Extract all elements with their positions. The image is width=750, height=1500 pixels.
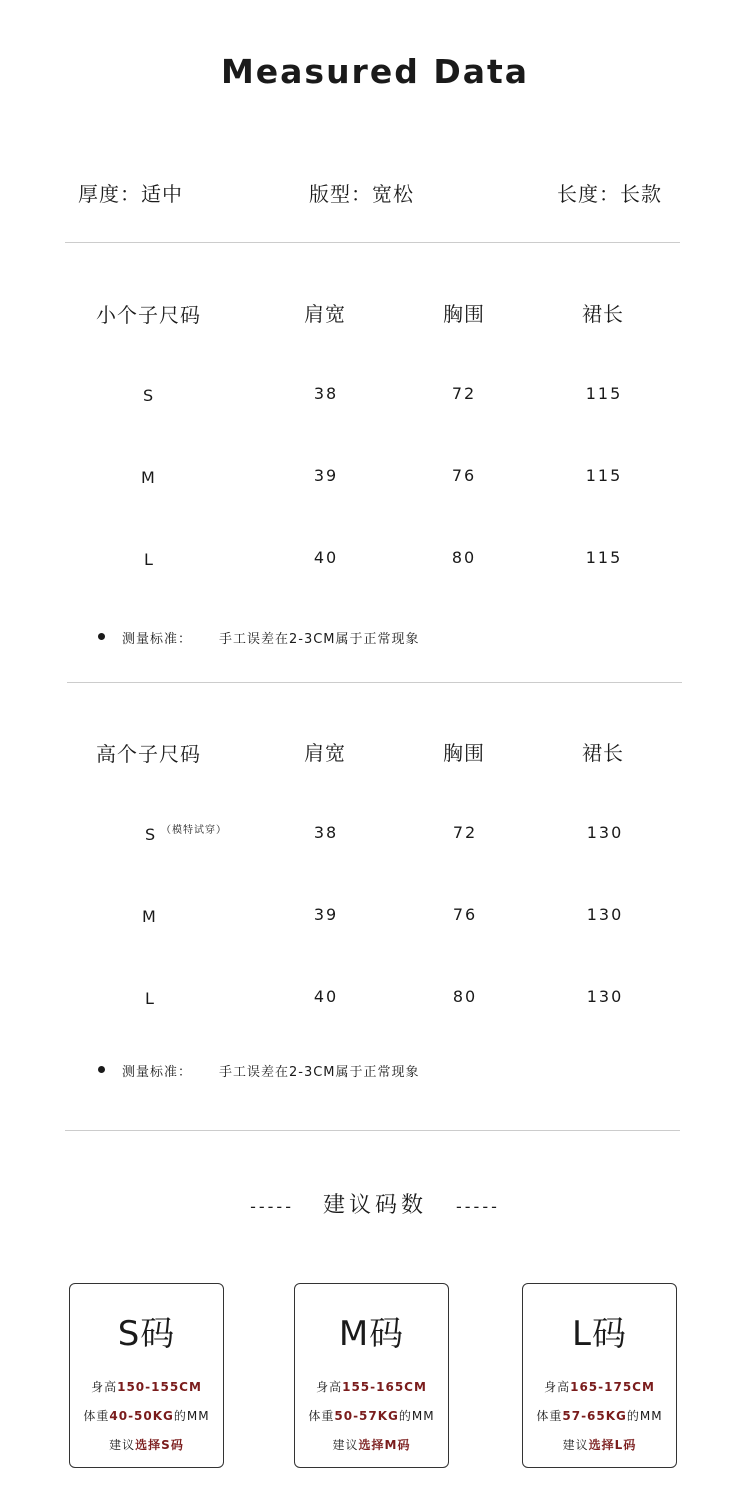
card-weight-value: 50-57KG — [334, 1409, 399, 1423]
card-choice-prefix: 建议 — [109, 1438, 136, 1452]
card-weight-suffix: 的MM — [398, 1409, 435, 1423]
attr-value: 长款 — [620, 182, 662, 206]
table1-row2-shoulder: 39 — [313, 466, 339, 485]
card-height-prefix: 身高 — [544, 1380, 571, 1394]
attr-sep: ： — [351, 182, 372, 206]
table1-row2-chest: 76 — [451, 466, 477, 485]
table2-row1-chest: 72 — [452, 823, 478, 842]
card-size-label: S码 — [117, 1314, 176, 1354]
table1-row1-chest: 72 — [451, 384, 477, 403]
card-weight-suffix: 的MM — [626, 1409, 663, 1423]
card-choice-prefix: 建议 — [562, 1438, 589, 1452]
table2-row1-shoulder: 38 — [313, 823, 339, 842]
card-choice — [295, 1436, 448, 1453]
table2-note-text: 手工误差在2-3CM属于正常现象 — [219, 1065, 420, 1080]
divider — [65, 242, 680, 243]
card-choice-value: 选择S码 — [135, 1438, 184, 1452]
table1-header-size: 小个子尺码 — [96, 303, 201, 327]
card-weight — [70, 1407, 223, 1424]
table1-header-length: 裙长 — [582, 302, 624, 326]
card-choice — [70, 1436, 223, 1453]
attr-label: 版型 — [309, 182, 351, 206]
size-card-l — [522, 1283, 677, 1468]
card-height — [70, 1378, 223, 1395]
table1-row3-length: 115 — [585, 548, 623, 567]
table2-row3-size: L — [145, 989, 154, 1008]
dash-right: ----- — [456, 1197, 500, 1216]
card-height-value: 165-175CM — [570, 1380, 655, 1394]
card-height — [295, 1378, 448, 1395]
table2-row1-size: S — [145, 825, 156, 844]
divider — [67, 682, 682, 683]
card-choice-value: 选择L码 — [588, 1438, 637, 1452]
size-card-s — [69, 1283, 224, 1468]
card-weight — [295, 1407, 448, 1424]
card-weight-prefix: 体重 — [308, 1409, 335, 1423]
card-height-value: 150-155CM — [117, 1380, 202, 1394]
attr-label: 长度 — [557, 182, 599, 206]
card-weight-value: 40-50KG — [109, 1409, 174, 1423]
table2-row2-size: M — [142, 907, 156, 926]
table1-row1-size: S — [143, 386, 154, 405]
bullet-icon — [98, 633, 105, 640]
attr-fit — [309, 178, 414, 207]
attr-value: 适中 — [141, 182, 183, 206]
card-height-prefix: 身高 — [91, 1380, 118, 1394]
table2-row1-length: 130 — [586, 823, 624, 842]
table2-note-label: 测量标准： — [122, 1065, 193, 1080]
table1-row2-size: M — [141, 468, 155, 487]
bullet-icon — [98, 1066, 105, 1073]
attr-thickness — [78, 178, 183, 207]
table1-row1-length: 115 — [585, 384, 623, 403]
model-tag: （模特试穿） — [161, 825, 227, 836]
card-weight — [523, 1407, 676, 1424]
table1-row3-chest: 80 — [451, 548, 477, 567]
card-choice-prefix: 建议 — [332, 1438, 359, 1452]
recommend-title: 建议码数 — [322, 1193, 427, 1218]
table1-row1-shoulder: 38 — [313, 384, 339, 403]
card-weight-value: 57-65KG — [562, 1409, 627, 1423]
size-card-m — [294, 1283, 449, 1468]
table1-note-label: 测量标准： — [122, 632, 193, 647]
table2-row3-chest: 80 — [452, 987, 478, 1006]
card-size-label: M码 — [338, 1314, 405, 1354]
attr-sep: ： — [599, 182, 620, 206]
table2-row3-shoulder: 40 — [313, 987, 339, 1006]
card-size-label: L码 — [572, 1314, 627, 1354]
table1-note-text: 手工误差在2-3CM属于正常现象 — [219, 632, 420, 647]
table2-header-shoulder: 肩宽 — [304, 741, 346, 765]
page-title: Measured Data — [220, 52, 530, 91]
table2-header-chest: 胸围 — [443, 741, 485, 765]
table1-header-shoulder: 肩宽 — [304, 302, 346, 326]
card-weight-prefix: 体重 — [83, 1409, 110, 1423]
divider — [65, 1130, 680, 1131]
card-height-prefix: 身高 — [316, 1380, 343, 1394]
attr-value: 宽松 — [372, 182, 414, 206]
dash-left: ----- — [250, 1197, 294, 1216]
table2-row2-shoulder: 39 — [313, 905, 339, 924]
table1-row3-size: L — [144, 550, 153, 569]
attr-sep: ： — [120, 182, 141, 206]
table2-row2-length: 130 — [586, 905, 624, 924]
table1-row3-shoulder: 40 — [313, 548, 339, 567]
table1-row2-length: 115 — [585, 466, 623, 485]
attr-label: 厚度 — [78, 182, 120, 206]
table2-header-size: 高个子尺码 — [96, 742, 201, 766]
card-weight-suffix: 的MM — [173, 1409, 210, 1423]
card-weight-prefix: 体重 — [536, 1409, 563, 1423]
card-choice-value: 选择M码 — [358, 1438, 411, 1452]
table2-row2-chest: 76 — [452, 905, 478, 924]
table1-header-chest: 胸围 — [443, 302, 485, 326]
card-height-value: 155-165CM — [342, 1380, 427, 1394]
card-height — [523, 1378, 676, 1395]
card-choice — [523, 1436, 676, 1453]
attr-length — [557, 178, 662, 207]
table2-row3-length: 130 — [586, 987, 624, 1006]
recommend-heading — [0, 1188, 750, 1219]
table2-header-length: 裙长 — [582, 741, 624, 765]
